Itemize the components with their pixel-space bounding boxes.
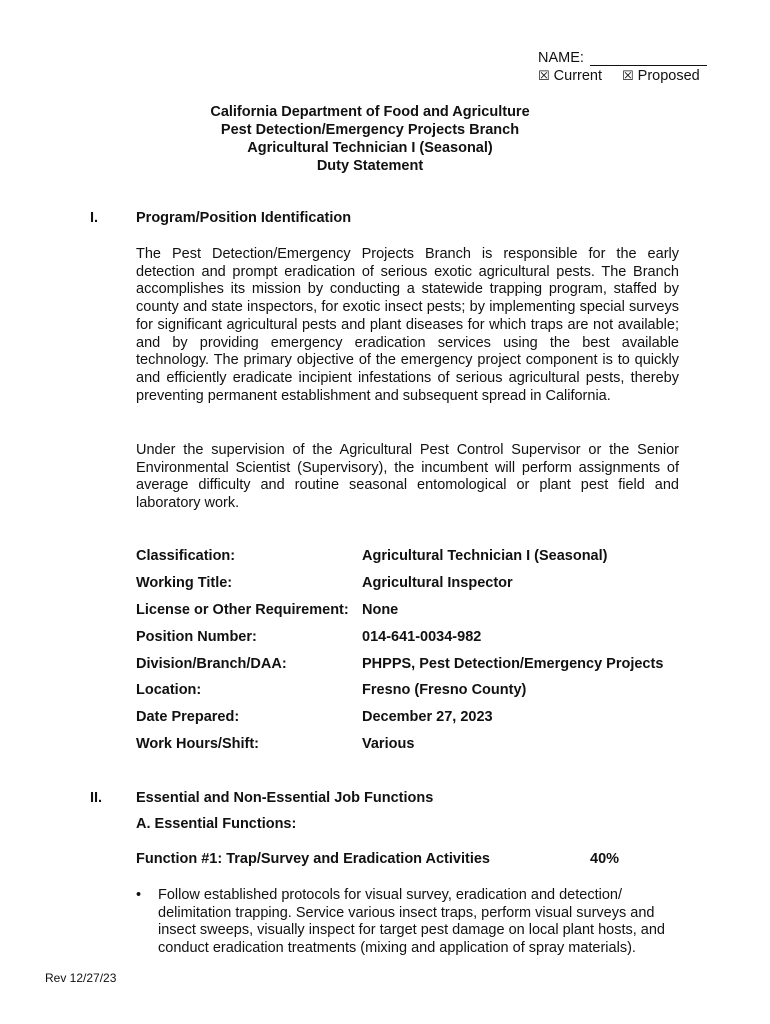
info-value: 014-641-0034-982 <box>362 628 482 645</box>
status-proposed-label: Proposed <box>637 68 700 84</box>
info-label: Work Hours/Shift: <box>136 736 259 753</box>
info-value: December 27, 2023 <box>362 709 493 726</box>
info-row-working-title <box>136 575 696 602</box>
name-block <box>538 46 718 86</box>
name-line <box>538 46 718 66</box>
info-value: None <box>362 601 399 618</box>
info-label: Position Number: <box>136 628 257 645</box>
title-line-classification: Agricultural Technician I (Seasonal) <box>247 140 493 156</box>
info-value: Agricultural Technician I (Seasonal) <box>362 548 608 564</box>
name-blank-field[interactable] <box>590 51 707 66</box>
info-row-license <box>136 602 696 629</box>
info-row-division <box>136 656 696 683</box>
info-row-work-hours <box>136 736 696 763</box>
section-1-title: Program/Position Identification <box>136 210 352 226</box>
status-options <box>538 66 718 86</box>
info-label: Location: <box>136 682 202 699</box>
info-label: Classification: <box>136 548 236 564</box>
info-value: Agricultural Inspector <box>362 574 513 591</box>
status-proposed[interactable] <box>622 66 700 86</box>
supervision-paragraph: Under the supervision of the Agricultural Pest Control Supervisor or the Senior Environmental Scientist (Supervisory), the incumbent will perform assignments of average difficulty and routine seasonal entomological or plant pest field and laboratory work. <box>136 442 679 512</box>
program-description-paragraph: The Pest Detection/Emergency Projects Branch is responsible for the early detection and prompt eradication of serious exotic agricultural pests. The Branch accomplishes its mission by conducting a statewide trapping program, staffed by county and state inspectors, for exotic insect pests; by implementing special surveys for significant agricultural pests and plant diseases for which traps are not available; and by providing emergency eradication services using the best available technology. The primary objective of the emergency project component is to quickly and efficiently eradicate incipient infestations of serious agricultural pests, thereby preventing permanent establishment and subsequent spread in California. <box>136 246 679 404</box>
essential-functions-heading: A. Essential Functions: <box>136 816 297 832</box>
document-title <box>160 103 580 175</box>
list-item <box>136 887 696 958</box>
title-line-department: California Department of Food and Agriculture <box>210 104 530 120</box>
title-line-duty-statement: Duty Statement <box>316 158 424 174</box>
function-1-title: Function #1: Trap/Survey and Eradication Activities <box>136 851 490 867</box>
function-1-percent: 40% <box>590 851 620 867</box>
status-current[interactable] <box>538 66 602 86</box>
status-current-label: Current <box>553 68 603 84</box>
bullet-icon: • <box>136 887 142 903</box>
name-label: NAME: <box>538 50 584 66</box>
section-1-number: I. <box>90 210 99 226</box>
info-label: Working Title: <box>136 574 233 591</box>
info-value: Fresno (Fresno County) <box>362 682 527 699</box>
info-row-location <box>136 682 696 709</box>
checked-box-icon[interactable]: ☒ <box>622 68 634 84</box>
section-2-title: Essential and Non-Essential Job Functions <box>136 790 434 806</box>
info-label: Division/Branch/DAA: <box>136 655 287 672</box>
section-2-number: II. <box>90 790 103 806</box>
title-line-branch: Pest Detection/Emergency Projects Branch <box>220 122 520 138</box>
info-row-date-prepared <box>136 709 696 736</box>
revision-footer: Rev 12/27/23 <box>45 971 117 985</box>
info-row-position-number <box>136 629 696 656</box>
info-row-classification <box>136 548 696 575</box>
info-value: Various <box>362 736 415 753</box>
position-info-table <box>136 548 696 763</box>
bullet-text: Follow established protocols for visual survey, eradication and detection/ delimitation trapping. Service various insect traps, perform visual surveys and insect sweeps, visually inspect for target pest damage on local plant hosts, and conduct eradication treatments (mixing and application of spray materials). <box>158 887 665 957</box>
info-label: License or Other Requirement: <box>136 601 349 618</box>
checked-box-icon[interactable]: ☒ <box>538 68 550 84</box>
info-label: Date Prepared: <box>136 709 240 726</box>
info-value: PHPPS, Pest Detection/Emergency Projects <box>362 655 664 672</box>
